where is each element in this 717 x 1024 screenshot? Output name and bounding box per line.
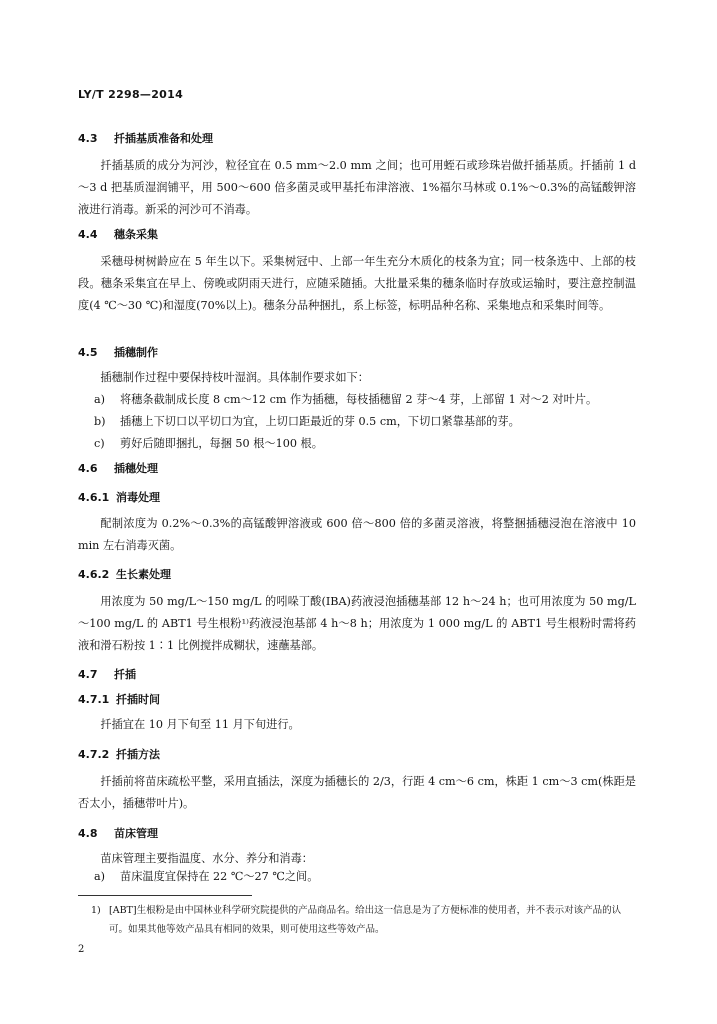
section-number: 4.6.1 xyxy=(78,491,110,504)
section-heading-4-7-2 xyxy=(78,746,160,762)
section-title: 苗床管理 xyxy=(114,827,158,840)
paragraph-4-4: 采穗母树树龄应在 5 年生以下。采集树冠中、上部一年生充分木质化的枝条为宜；同一枝条选中、上部的枝段。穗条采集宜在早上、傍晚或阴雨天进行，应随采随插。大批量采集的穗条临时存放或运输时，要注意控制温度(4 ℃～30 ℃)和湿度(70%以上)。穗条分品种捆扎，系上标签，标明品种名称、采集地点和采集时间等。 xyxy=(78,255,636,312)
section-heading-4-3 xyxy=(78,130,213,146)
list-marker: c) xyxy=(94,437,105,450)
list-marker: a) xyxy=(94,870,106,883)
section-heading-4-6-2 xyxy=(78,566,171,582)
section-heading-4-4 xyxy=(78,226,158,242)
section-number: 4.6 xyxy=(78,462,98,475)
footnote-marker: 1) xyxy=(91,905,101,916)
list-item-text: 苗床温度宜保持在 22 ℃～27 ℃之间。 xyxy=(120,870,319,883)
section-heading-4-6 xyxy=(78,460,158,476)
list-item xyxy=(94,433,636,455)
section-number: 4.6.2 xyxy=(78,568,110,581)
section-heading-4-8 xyxy=(78,825,158,841)
section-number: 4.7 xyxy=(78,668,98,681)
footnote xyxy=(91,901,635,939)
list-item xyxy=(94,866,636,888)
section-title: 插穗制作 xyxy=(114,346,158,359)
section-title: 扦插 xyxy=(114,668,136,681)
section-number: 4.5 xyxy=(78,346,98,359)
standard-id-header: LY/T 2298—2014 xyxy=(78,88,184,101)
section-number: 4.8 xyxy=(78,827,98,840)
list-item-text: 将穗条截制成长度 8 cm～12 cm 作为插穗，每枝插穗留 2 芽～4 芽，上部留 1 对～2 对叶片。 xyxy=(120,393,598,406)
paragraph-4-5: 插穗制作过程中要保持枝叶湿润。具体制作要求如下： xyxy=(100,371,369,384)
section-title: 扦插时间 xyxy=(116,693,160,706)
list-marker: b) xyxy=(94,415,106,428)
footnote-text: [ABT]生根粉是由中国林业科学研究院提供的产品商品名。给出这一信息是为了方便标准的使用者，并不表示对该产品的认可。如果其他等效产品具有相同的效果，则可使用这些等效产品。 xyxy=(109,905,622,935)
section-number: 4.4 xyxy=(78,228,98,241)
section-title: 扦插方法 xyxy=(116,748,160,761)
list-item-text: 插穗上下切口以平切口为宜，上切口距最近的芽 0.5 cm，下切口紧靠基部的芽。 xyxy=(120,415,520,428)
section-heading-4-7 xyxy=(78,666,136,682)
paragraph-4-6-2: 用浓度为 50 mg/L～150 mg/L 的吲哚丁酸(IBA)药液浸泡插穗基部 12 h～24 h；也可用浓度为 50 mg/L～100 mg/L 的 ABT1 号生根粉¹⁾药液浸泡基部 4 h～8 h；用浓度为 1 000 mg/L 的 ABT1 号生根粉时需将药液和滑石粉按 1∶1 比例搅拌成糊状，速蘸基部。 xyxy=(78,595,636,652)
paragraph-4-7-2: 扦插前将苗床疏松平整，采用直插法，深度为插穗长的 2/3，行距 4 cm～6 cm，株距 1 cm～3 cm(株距是否太小，插穗带叶片)。 xyxy=(78,775,636,810)
section-title: 生长素处理 xyxy=(116,568,171,581)
page-number: 2 xyxy=(78,944,85,955)
list-item xyxy=(94,389,636,411)
list-item-text: 剪好后随即捆扎，每捆 50 根～100 根。 xyxy=(120,437,323,450)
section-number: 4.7.2 xyxy=(78,748,110,761)
section-number: 4.7.1 xyxy=(78,693,110,706)
paragraph-4-6-1: 配制浓度为 0.2%～0.3%的高锰酸钾溶液或 600 倍～800 倍的多菌灵溶液，将整捆插穗浸泡在溶液中 10 min 左右消毒灭菌。 xyxy=(78,517,636,552)
section-title: 插穗处理 xyxy=(114,462,158,475)
footnote-separator xyxy=(78,895,252,896)
paragraph-4-3: 扦插基质的成分为河沙，粒径宜在 0.5 mm～2.0 mm 之间；也可用蛭石或珍珠岩做扦插基质。扦插前 1 d～3 d 把基质湿润铺平，用 500～600 倍多菌灵或甲基托布津溶液、1%福尔马林或 0.1%～0.3%的高锰酸钾溶液进行消毒。新采的河沙可不消毒。 xyxy=(78,159,636,216)
list-item xyxy=(94,411,636,433)
list-marker: a) xyxy=(94,393,106,406)
section-title: 扦插基质准备和处理 xyxy=(114,132,213,145)
section-number: 4.3 xyxy=(78,132,98,145)
section-title: 消毒处理 xyxy=(116,491,160,504)
section-heading-4-6-1 xyxy=(78,489,160,505)
section-title: 穗条采集 xyxy=(114,228,158,241)
paragraph-4-8: 苗床管理主要指温度、水分、养分和消毒： xyxy=(100,852,313,865)
section-heading-4-7-1 xyxy=(78,691,160,707)
paragraph-4-7-1: 扦插宜在 10 月下旬至 11 月下旬进行。 xyxy=(100,718,300,731)
section-heading-4-5 xyxy=(78,344,158,360)
